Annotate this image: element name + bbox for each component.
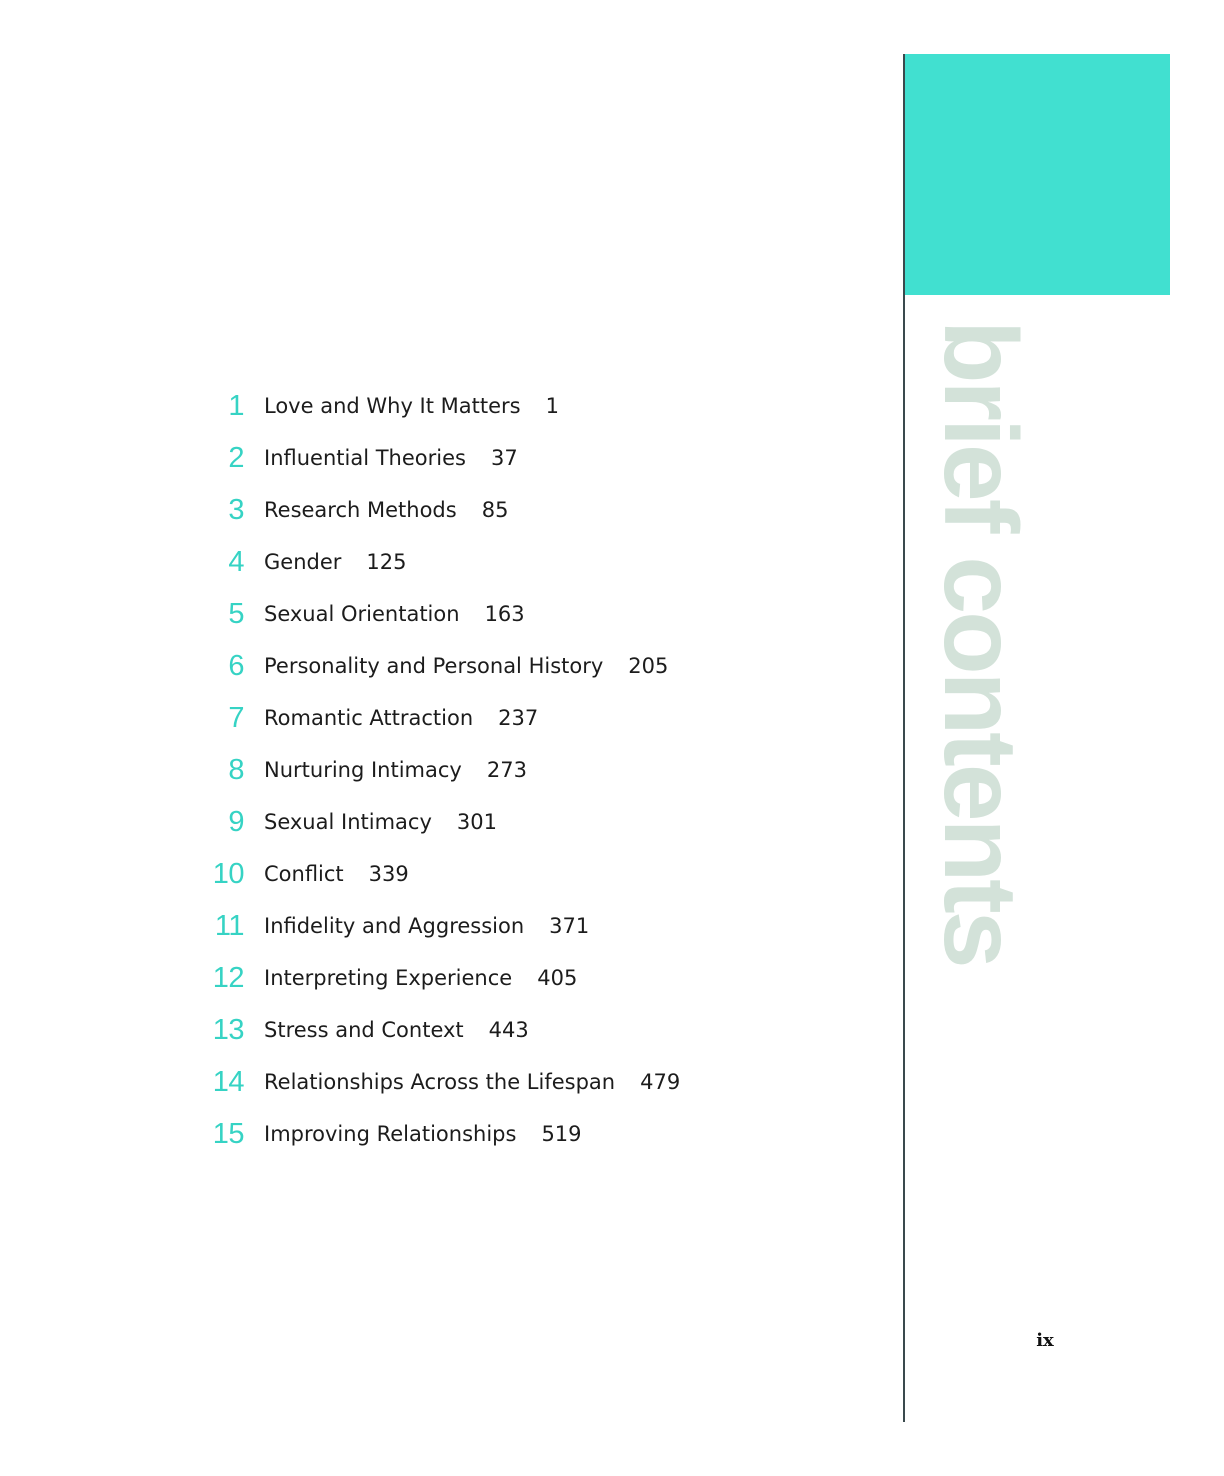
accent-block	[904, 54, 1170, 295]
chapter-page-number: 443	[488, 1018, 529, 1042]
chapter-number: 3	[228, 493, 244, 526]
chapter-number: 11	[214, 909, 244, 942]
toc-entry	[200, 900, 840, 952]
toc-entry	[200, 536, 840, 588]
side-title-container	[922, 320, 1038, 966]
chapter-page-number: 1	[545, 394, 559, 418]
toc-entry	[200, 1004, 840, 1056]
chapter-number: 5	[228, 597, 244, 630]
toc-entry	[200, 380, 840, 432]
chapter-page-number: 237	[498, 706, 539, 730]
toc-entry	[200, 1108, 840, 1160]
chapter-page-number: 405	[537, 966, 578, 990]
chapter-title: Personality and Personal History	[264, 654, 604, 678]
chapter-number: 9	[228, 805, 244, 838]
chapter-title: Influential Theories	[264, 446, 466, 470]
chapter-title: Stress and Context	[264, 1018, 464, 1042]
chapter-page-number: 163	[484, 602, 525, 626]
chapter-title: Sexual Orientation	[264, 602, 460, 626]
chapter-page-number: 85	[481, 498, 509, 522]
toc-entry	[200, 692, 840, 744]
chapter-page-number: 479	[640, 1070, 681, 1094]
chapter-number: 12	[212, 961, 244, 994]
toc-entry	[200, 484, 840, 536]
chapter-title: Love and Why It Matters	[264, 394, 521, 418]
toc-entry	[200, 1056, 840, 1108]
vertical-rule	[903, 54, 905, 1422]
chapter-number: 10	[212, 857, 244, 890]
chapter-title: Relationships Across the Lifespan	[264, 1070, 616, 1094]
toc-entry	[200, 796, 840, 848]
chapter-page-number: 301	[456, 810, 497, 834]
chapter-page-number: 205	[628, 654, 669, 678]
chapter-title: Gender	[264, 550, 342, 574]
chapter-number: 2	[228, 441, 244, 474]
chapter-title: Research Methods	[264, 498, 457, 522]
chapter-page-number: 273	[486, 758, 527, 782]
chapter-number: 13	[212, 1013, 244, 1046]
chapter-page-number: 125	[366, 550, 407, 574]
table-of-contents	[200, 380, 840, 1160]
chapter-title: Nurturing Intimacy	[264, 758, 462, 782]
chapter-page-number: 519	[541, 1122, 582, 1146]
chapter-title: Sexual Intimacy	[264, 810, 432, 834]
toc-entry	[200, 588, 840, 640]
chapter-number: 6	[228, 649, 244, 682]
chapter-title: Improving Relationships	[264, 1122, 517, 1146]
chapter-title: Interpreting Experience	[264, 966, 513, 990]
chapter-number: 7	[228, 701, 244, 734]
toc-entry	[200, 640, 840, 692]
chapter-page-number: 37	[490, 446, 518, 470]
chapter-title: Infidelity and Aggression	[264, 914, 525, 938]
toc-entry	[200, 432, 840, 484]
toc-entry	[200, 952, 840, 1004]
chapter-title: Conflict	[264, 862, 344, 886]
page-number: ix	[1036, 1330, 1054, 1351]
chapter-page-number: 339	[368, 862, 409, 886]
side-title: brief contents	[922, 320, 1038, 966]
toc-entry	[200, 744, 840, 796]
toc-entry	[200, 848, 840, 900]
chapter-number: 14	[212, 1065, 244, 1098]
chapter-number: 15	[212, 1117, 244, 1150]
chapter-number: 1	[228, 389, 244, 422]
chapter-number: 4	[228, 545, 244, 578]
chapter-number: 8	[228, 753, 244, 786]
chapter-title: Romantic Attraction	[264, 706, 474, 730]
chapter-page-number: 371	[549, 914, 590, 938]
